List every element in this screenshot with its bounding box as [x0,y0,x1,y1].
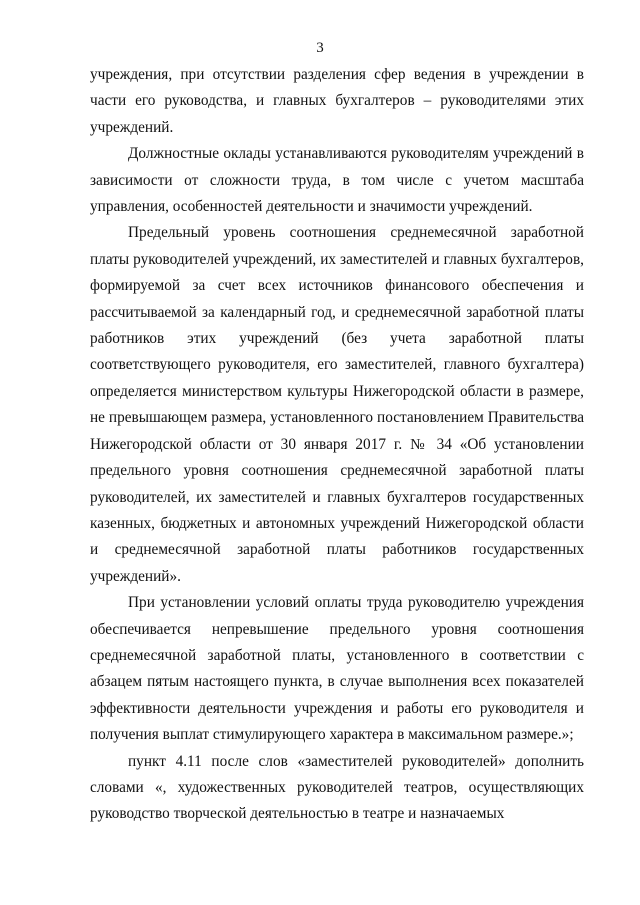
page-number: 3 [316,40,324,56]
paragraph-pay-conditions: При установлении условий оплаты труда руководителю учреждения обеспечивается непревышение предельного уровня соотношения среднемесячной заработной платы, установленного в соответствии с абзацем пятым настоящего пункта, в случае выполнения всех показателей эффективности деятельности учреждения и работы его руководителя и получения выплат стимулирующего характера в максимальном размере.»; [90,594,584,744]
paragraph-continuation: учреждения, при отсутствии разделения сфер ведения в учреждении в части его руководства, и главных бухгалтеров – руководителями этих учреждений. [90,66,584,136]
paragraph-official-salaries: Должностные оклады устанавливаются руководителям учреждений в зависимости от сложности труда, в том числе с учетом масштаба управления, особенностей деятельности и значимости учреждений. [90,145,584,216]
paragraph-salary-ratio-limit: Предельный уровень соотношения среднемесячной заработной платы руководителей учреждений, их заместителей и главных бухгалтеров, формируемой за счет всех источников финансового обеспечения и рассчитываемой за календарный год, и среднемесячной заработной платы работников этих учреждений (без учета заработной платы соответствующего руководителя, его заместителей, главного бухгалтера) определяется министерством культуры Нижегородской области в размере, не превышающем размера, установленного постановлением Правительства Нижегородской области от 30 января 2017 г. № 34 «Об установлении предельного уровня соотношения среднемесячной заработной платы руководителей, их заместителей и главных бухгалтеров государственных казенных, бюджетных и автономных учреждений Нижегородской области и среднемесячной заработной платы работников государственных учреждений». [90,224,584,585]
document-body [90,62,584,828]
paragraph-clause-4-11: пункт 4.11 после слов «заместителей руководителей» дополнить словами «, художественных руководителей театров, осуществляющих руководство творческой деятельностью в театре и назначаемых [90,752,584,823]
